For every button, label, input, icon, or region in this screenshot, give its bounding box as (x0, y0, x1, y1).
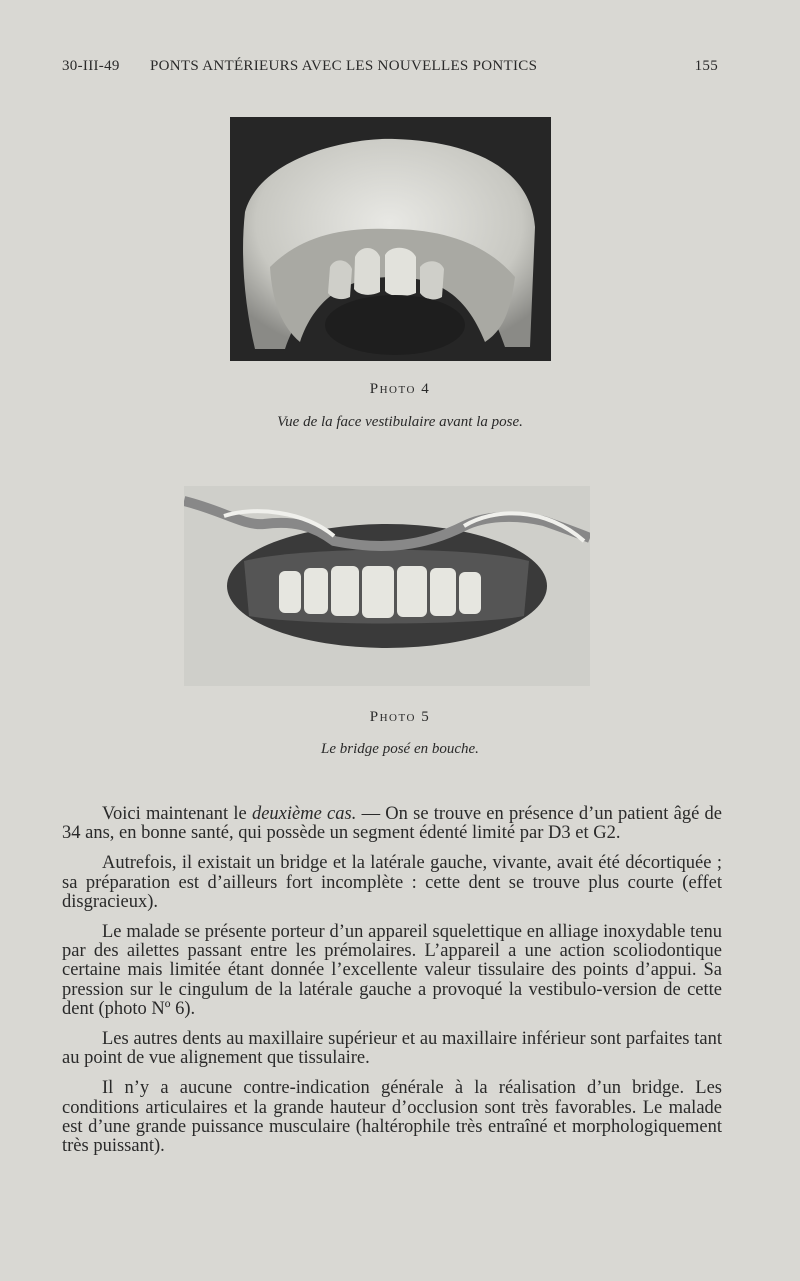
page-number: 155 (694, 58, 718, 74)
photo-5-caption: Le bridge posé en bouche. (321, 741, 479, 757)
paragraph-4: Les autres dents au maxillaire supérieur et au maxillaire inférieur sont parfaites tant au point de vue alignement que tissulaire. (62, 1029, 722, 1069)
body-text (62, 805, 722, 1167)
photo-4-label: Photo 4 (369, 381, 431, 397)
photo-4-caption: Vue de la face vestibulaire avant la pose. (277, 414, 523, 430)
photo-4-image (230, 117, 551, 361)
p1-rest: — On se trouve en présence d’un patient âgé de 34 ans, en bonne santé, qui possède un segment édenté limité par D3 et G2. (62, 804, 722, 844)
paragraph-1 (62, 805, 722, 843)
paragraph-2: Autrefois, il existait un bridge et la latérale gauche, vivante, avait été décortiquée ; sa préparation est d’ailleurs fort incomplète : cette dent se trouve plus courte (effet disgracieux). (62, 853, 722, 912)
paragraph-5: Il n’y a aucune contre-indication générale à la réalisation d’un bridge. Les conditions articulaires et la grande hauteur d’occlusion sont très favorables. Le malade est d’une grande puissance musculaire (haltérophile très entraîné et morphologiquement très puissant). (62, 1078, 722, 1157)
p1-emphasis: deuxième cas. (251, 804, 357, 824)
photo-5-image (184, 486, 590, 686)
photo-5-label: Photo 5 (369, 709, 431, 725)
paragraph-3: Le malade se présente porteur d’un appareil squelettique en alliage inoxydable tenu par des ailettes passant entre les prémolaires. L’appareil a une action scoliodontique certaine mais limitée étant donnée l’excellente valeur tissulaire des points d’appui. Sa pression sur le cingulum de la latérale gauche a provoqué la vestibulo-version de cette dent (photo Nº 6). (62, 922, 722, 1019)
dental-cast-illustration (230, 117, 551, 361)
header-date: 30-III-49 (62, 58, 120, 74)
mouth-bridge-illustration (184, 486, 590, 686)
header-title: PONTS ANTÉRIEURS AVEC LES NOUVELLES PONTICS (150, 58, 538, 74)
p1-intro: Voici maintenant le (102, 804, 252, 824)
